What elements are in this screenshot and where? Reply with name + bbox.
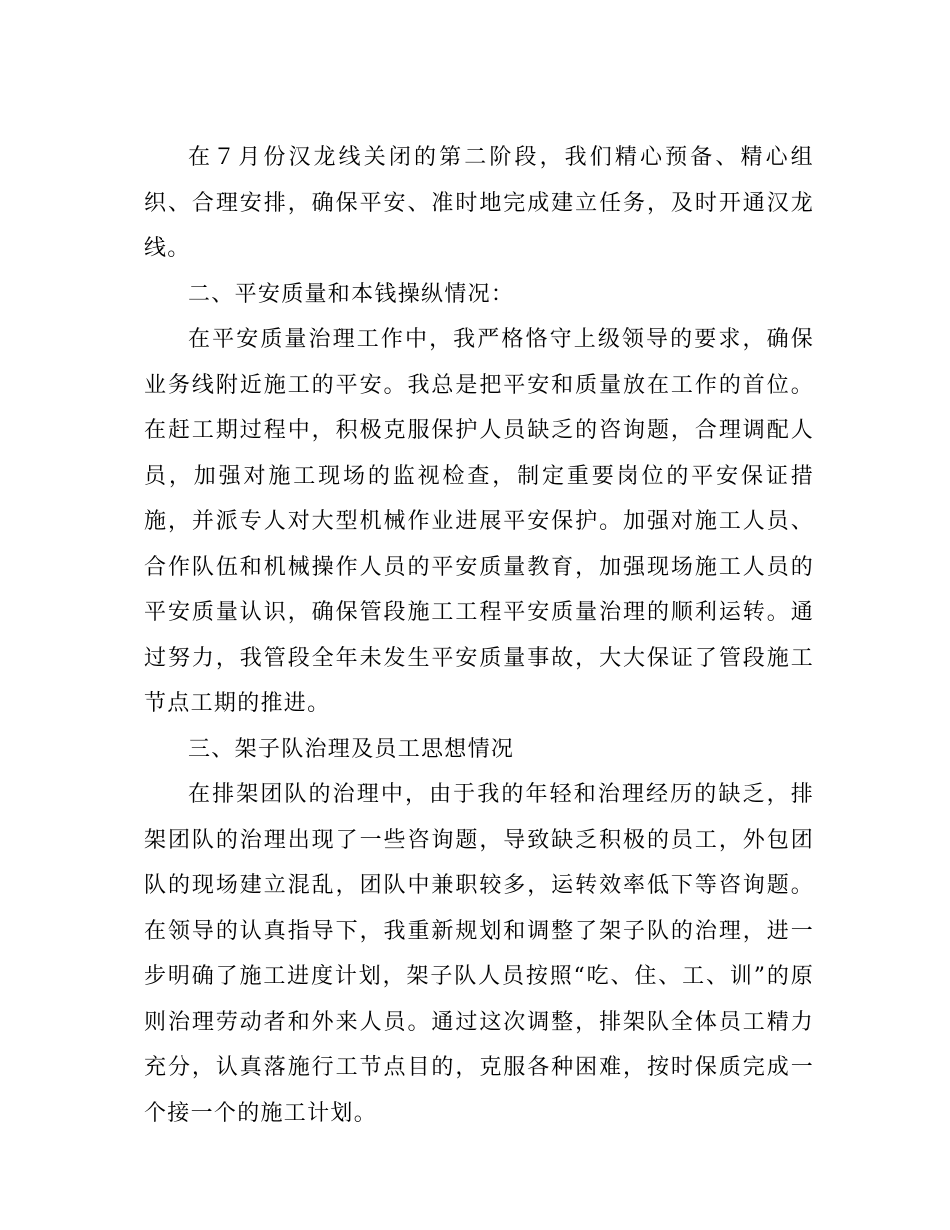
section-heading-team-management: 三、架子队治理及员工思想情况: [188, 736, 515, 762]
document-body: [144, 135, 814, 1136]
paragraph-safety-quality: 在平安质量治理工作中，我严格恪守上级领导的要求，确保业务线附近施工的平安。我总是把平安和质量放在工作的首位。在赶工期过程中，积极克服保护人员缺乏的咨询题，合理调配人员，加强对施工现场的监视检查，制定重要岗位的平安保证措施，并派专人对大型机械作业进展平安保护。加强对施工人员、合作队伍和机械操作人员的平安质量教育，加强现场施工人员的平安质量认识，确保管段施工工程平安质量治理的顺利运转。通过努力，我管段全年未发生平安质量事故，大大保证了管段施工节点工期的推进。: [144, 327, 814, 716]
paragraph-team-management: 在排架团队的治理中，由于我的年轻和治理经历的缺乏，排架团队的治理出现了一些咨询题，导致缺乏积极的员工，外包团队的现场建立混乱，团队中兼职较多，运转效率低下等咨询题。在领导的认真指导下，我重新规划和调整了架子队的治理，进一步明确了施工进度计划，架子队人员按照“吃、住、工、训”的原则治理劳动者和外来人员。通过这次调整，排架队全体员工精力充分，认真落施行工节点目的，克服各种困难，按时保质完成一个接一个的施工计划。: [144, 782, 814, 1126]
section-heading-safety-quality: 二、平安质量和本钱操纵情况：: [188, 281, 515, 307]
paragraph-section-one-summary: 在７月份汉龙线关闭的第二阶段，我们精心预备、精心组织、合理安排，确保平安、准时地完成建立任务，及时开通汉龙线。: [144, 145, 814, 261]
